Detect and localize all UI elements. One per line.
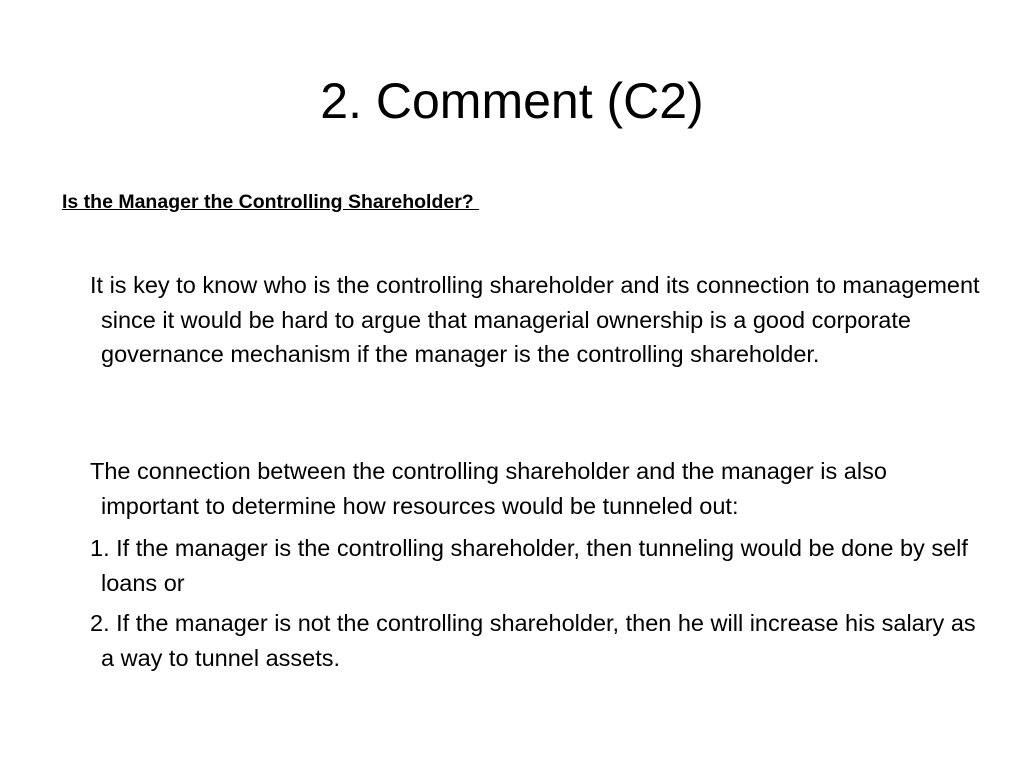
paragraph-connection: The connection between the controlling shareholder and the manager is also important to determine how resources would be tunneled out: (90, 458, 887, 519)
slide-title: 2. Comment (C2) (320, 73, 704, 129)
paragraph-controlling-shareholder: It is key to know who is the controlling shareholder and its connection to management since it would be hard to argue that managerial ownership is a good corporate governance mechanism if the manager is the controlling shareholder. (90, 272, 980, 367)
list-item-self-loans: 1. If the manager is the controlling shareholder, then tunneling would be done by self loans or (90, 535, 968, 596)
section-subheading: Is the Manager the Controlling Shareholder? (62, 191, 480, 213)
list-item-salary: 2. If the manager is not the controlling shareholder, then he will increase his salary as a way to tunnel assets. (90, 610, 976, 671)
